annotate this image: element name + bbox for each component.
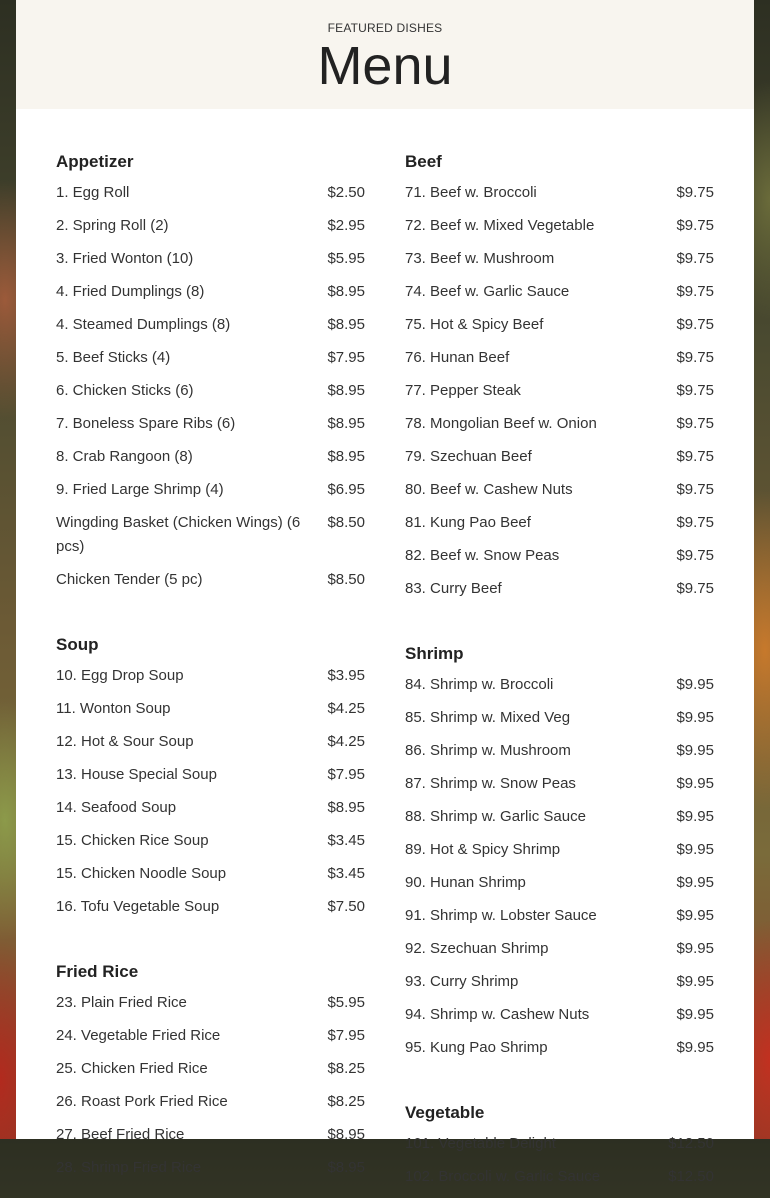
- menu-item-price: $9.75: [676, 217, 714, 234]
- menu-item: [56, 346, 365, 370]
- menu-item: [56, 697, 365, 721]
- menu-item: [405, 1036, 714, 1060]
- menu-item-name: 79. Szechuan Beef: [405, 448, 532, 465]
- menu-item-price: $9.95: [676, 940, 714, 957]
- menu-item: [56, 511, 365, 559]
- menu-item-price: $9.95: [676, 676, 714, 693]
- menu-item-name: 14. Seafood Soup: [56, 799, 177, 816]
- menu-item-name: 28. Shrimp Fried Rice: [56, 1159, 202, 1176]
- menu-item-price: $9.75: [676, 481, 714, 498]
- menu-item-name: 8. Crab Rangoon (8): [56, 448, 193, 465]
- menu-item-price: $7.95: [327, 349, 365, 366]
- menu-item-name: Chicken Tender (5 pc): [56, 571, 203, 588]
- menu-item-price: $9.95: [676, 973, 714, 990]
- section-title: Beef: [405, 152, 442, 171]
- menu-item-price: $4.25: [327, 700, 365, 717]
- menu-item-price: $9.75: [676, 415, 714, 432]
- menu-item: [405, 1132, 714, 1156]
- menu-item-price: $5.95: [327, 994, 365, 1011]
- menu-item-name: 82. Beef w. Snow Peas: [405, 547, 560, 564]
- menu-item-price: $8.95: [327, 799, 365, 816]
- menu-item: [405, 1165, 714, 1189]
- menu-item: [405, 904, 714, 928]
- menu-item-price: $9.95: [676, 775, 714, 792]
- menu-item-name: 81. Kung Pao Beef: [405, 514, 531, 531]
- menu-item: [405, 544, 714, 568]
- menu-item-name: 1. Egg Roll: [56, 184, 130, 201]
- menu-item: [405, 577, 714, 601]
- menu-item-name: 72. Beef w. Mixed Vegetable: [405, 217, 595, 234]
- menu-section-soup: [56, 634, 365, 919]
- menu-item-name: 26. Roast Pork Fried Rice: [56, 1093, 228, 1110]
- menu-item-price: $9.75: [676, 349, 714, 366]
- menu-subtitle: FEATURED DISHES: [327, 21, 443, 35]
- menu-item-name: 86. Shrimp w. Mushroom: [405, 742, 571, 759]
- menu-item: [56, 247, 365, 271]
- menu-item-price: $9.95: [676, 907, 714, 924]
- menu-item: [405, 1003, 714, 1027]
- menu-item-price: $8.25: [327, 1093, 365, 1110]
- menu-item: [56, 763, 365, 787]
- menu-item-name: 10. Egg Drop Soup: [56, 667, 184, 684]
- menu-item-price: $9.75: [676, 580, 714, 597]
- menu-item-name: 4. Fried Dumplings (8): [56, 283, 205, 300]
- menu-item-price: $8.95: [327, 1159, 365, 1176]
- menu-section-fried-rice: [56, 961, 365, 1180]
- menu-item-price: $8.95: [327, 316, 365, 333]
- menu-item: [405, 970, 714, 994]
- menu-item-name: 11. Wonton Soup: [56, 700, 171, 717]
- menu-item-name: 7. Boneless Spare Ribs (6): [56, 415, 236, 432]
- menu-item-name: 76. Hunan Beef: [405, 349, 510, 366]
- menu-item-price: $9.75: [676, 448, 714, 465]
- menu-item: [56, 478, 365, 502]
- menu-item-name: 16. Tofu Vegetable Soup: [56, 898, 220, 915]
- menu-item: [56, 214, 365, 238]
- menu-item-name: 71. Beef w. Broccoli: [405, 184, 537, 201]
- menu-item: [56, 895, 365, 919]
- menu-item-price: $9.75: [676, 382, 714, 399]
- menu-item: [405, 706, 714, 730]
- section-title: Shrimp: [405, 644, 464, 663]
- menu-item: [405, 805, 714, 829]
- menu-item-price: $3.95: [327, 667, 365, 684]
- menu-item: [56, 1156, 365, 1180]
- menu-item: [405, 313, 714, 337]
- menu-item: [405, 673, 714, 697]
- menu-item: [56, 181, 365, 205]
- menu-item-name: 101. Vegetable Delight: [405, 1135, 556, 1152]
- menu-item-name: 15. Chicken Noodle Soup: [56, 865, 227, 882]
- menu-item-price: $9.75: [676, 283, 714, 300]
- menu-item-name: 90. Hunan Shrimp: [405, 874, 526, 891]
- menu-item: [56, 664, 365, 688]
- menu-item-price: $4.25: [327, 733, 365, 750]
- menu-item-name: 95. Kung Pao Shrimp: [405, 1039, 548, 1056]
- menu-item: [405, 412, 714, 436]
- menu-item: [56, 445, 365, 469]
- menu-item-name: 27. Beef Fried Rice: [56, 1126, 185, 1143]
- menu-column-left: [56, 109, 365, 1198]
- menu-item-price: $8.95: [327, 415, 365, 432]
- menu-item-name: 73. Beef w. Mushroom: [405, 250, 555, 267]
- menu-column-right: [405, 109, 714, 1198]
- menu-card: [16, 0, 754, 1185]
- section-title: Vegetable: [405, 1103, 485, 1122]
- menu-item-name: 80. Beef w. Cashew Nuts: [405, 481, 573, 498]
- menu-item: [405, 937, 714, 961]
- menu-item: [56, 313, 365, 337]
- menu-item: [56, 829, 365, 853]
- menu-item-price: $9.75: [676, 514, 714, 531]
- menu-item-price: $2.50: [327, 184, 365, 201]
- menu-item-price: $9.95: [676, 742, 714, 759]
- menu-item-name: 75. Hot & Spicy Beef: [405, 316, 544, 333]
- menu-item-price: $9.75: [676, 547, 714, 564]
- menu-item: [56, 730, 365, 754]
- section-title: Soup: [56, 635, 99, 654]
- menu-item-price: $12.50: [668, 1168, 714, 1185]
- menu-item-name: 91. Shrimp w. Lobster Sauce: [405, 907, 597, 924]
- menu-item-price: $3.45: [327, 865, 365, 882]
- menu-section-shrimp: [405, 643, 714, 1060]
- menu-item-price: $8.95: [327, 382, 365, 399]
- menu-section-beef: [405, 151, 714, 601]
- menu-item-name: 83. Curry Beef: [405, 580, 502, 597]
- menu-item: [56, 280, 365, 304]
- menu-item-name: 92. Szechuan Shrimp: [405, 940, 549, 957]
- menu-item: [56, 1123, 365, 1147]
- menu-item-price: $8.50: [327, 514, 365, 531]
- menu-item-price: $7.95: [327, 766, 365, 783]
- menu-item-name: 12. Hot & Sour Soup: [56, 733, 194, 750]
- menu-item: [405, 871, 714, 895]
- menu-item-price: $9.95: [676, 808, 714, 825]
- menu-item: [405, 379, 714, 403]
- menu-item: [56, 862, 365, 886]
- menu-item-name: 84. Shrimp w. Broccoli: [405, 676, 554, 693]
- menu-item-name: 88. Shrimp w. Garlic Sauce: [405, 808, 586, 825]
- menu-item-price: $7.95: [327, 1027, 365, 1044]
- menu-item-name: 87. Shrimp w. Snow Peas: [405, 775, 576, 792]
- menu-item-name: 9. Fried Large Shrimp (4): [56, 481, 224, 498]
- menu-item: [405, 511, 714, 535]
- menu-item-price: $9.95: [676, 1039, 714, 1056]
- menu-item-name: 2. Spring Roll (2): [56, 217, 169, 234]
- menu-item-price: $9.75: [676, 184, 714, 201]
- menu-item-name: 94. Shrimp w. Cashew Nuts: [405, 1006, 590, 1023]
- menu-item-name: 85. Shrimp w. Mixed Veg: [405, 709, 571, 726]
- menu-item-name: 6. Chicken Sticks (6): [56, 382, 194, 399]
- menu-item-price: $12.50: [668, 1135, 714, 1152]
- menu-item-price: $8.95: [327, 448, 365, 465]
- menu-item-name: 13. House Special Soup: [56, 766, 217, 783]
- menu-item: [56, 1024, 365, 1048]
- menu-item-price: $9.75: [676, 250, 714, 267]
- menu-item-name: Wingding Basket (Chicken Wings) (6 pcs): [56, 514, 301, 555]
- menu-item: [405, 478, 714, 502]
- menu-item-price: $8.25: [327, 1060, 365, 1077]
- menu-header: [16, 0, 754, 109]
- menu-item: [56, 412, 365, 436]
- menu-item: [405, 181, 714, 205]
- menu-item-price: $8.95: [327, 1126, 365, 1143]
- menu-columns: [16, 109, 754, 1198]
- menu-item-name: 15. Chicken Rice Soup: [56, 832, 209, 849]
- menu-item: [405, 739, 714, 763]
- menu-item-name: 4. Steamed Dumplings (8): [56, 316, 231, 333]
- menu-section-vegetable: [405, 1102, 714, 1189]
- section-title: Appetizer: [56, 152, 134, 171]
- menu-item-price: $2.95: [327, 217, 365, 234]
- menu-item: [405, 445, 714, 469]
- menu-item: [405, 247, 714, 271]
- menu-item-price: $7.50: [327, 898, 365, 915]
- menu-item-name: 102. Broccoli w. Garlic Sauce: [405, 1168, 601, 1185]
- menu-item-price: $9.95: [676, 874, 714, 891]
- menu-item-name: 3. Fried Wonton (10): [56, 250, 194, 267]
- menu-item-name: 25. Chicken Fried Rice: [56, 1060, 208, 1077]
- menu-item-name: 77. Pepper Steak: [405, 382, 521, 399]
- menu-title: Menu: [317, 36, 453, 96]
- menu-item-price: $6.95: [327, 481, 365, 498]
- menu-item-name: 5. Beef Sticks (4): [56, 349, 171, 366]
- menu-item: [56, 568, 365, 592]
- menu-item-price: $5.95: [327, 250, 365, 267]
- menu-item: [405, 838, 714, 862]
- menu-item-price: $9.75: [676, 316, 714, 333]
- menu-item-name: 23. Plain Fried Rice: [56, 994, 187, 1011]
- menu-item: [405, 214, 714, 238]
- menu-item-price: $9.95: [676, 709, 714, 726]
- menu-item-name: 93. Curry Shrimp: [405, 973, 519, 990]
- menu-item-price: $8.95: [327, 283, 365, 300]
- menu-item-name: 89. Hot & Spicy Shrimp: [405, 841, 561, 858]
- menu-item-price: $3.45: [327, 832, 365, 849]
- menu-item-price: $8.50: [327, 571, 365, 588]
- menu-item: [56, 991, 365, 1015]
- menu-item: [405, 772, 714, 796]
- menu-item-name: 74. Beef w. Garlic Sauce: [405, 283, 570, 300]
- menu-item: [56, 796, 365, 820]
- section-title: Fried Rice: [56, 962, 139, 981]
- menu-item-price: $9.95: [676, 841, 714, 858]
- menu-item: [405, 346, 714, 370]
- menu-item-name: 24. Vegetable Fried Rice: [56, 1027, 221, 1044]
- menu-item: [56, 1090, 365, 1114]
- menu-item: [405, 280, 714, 304]
- menu-item-name: 78. Mongolian Beef w. Onion: [405, 415, 597, 432]
- menu-item: [56, 379, 365, 403]
- menu-section-appetizer: [56, 151, 365, 592]
- menu-item-price: $9.95: [676, 1006, 714, 1023]
- menu-item: [56, 1057, 365, 1081]
